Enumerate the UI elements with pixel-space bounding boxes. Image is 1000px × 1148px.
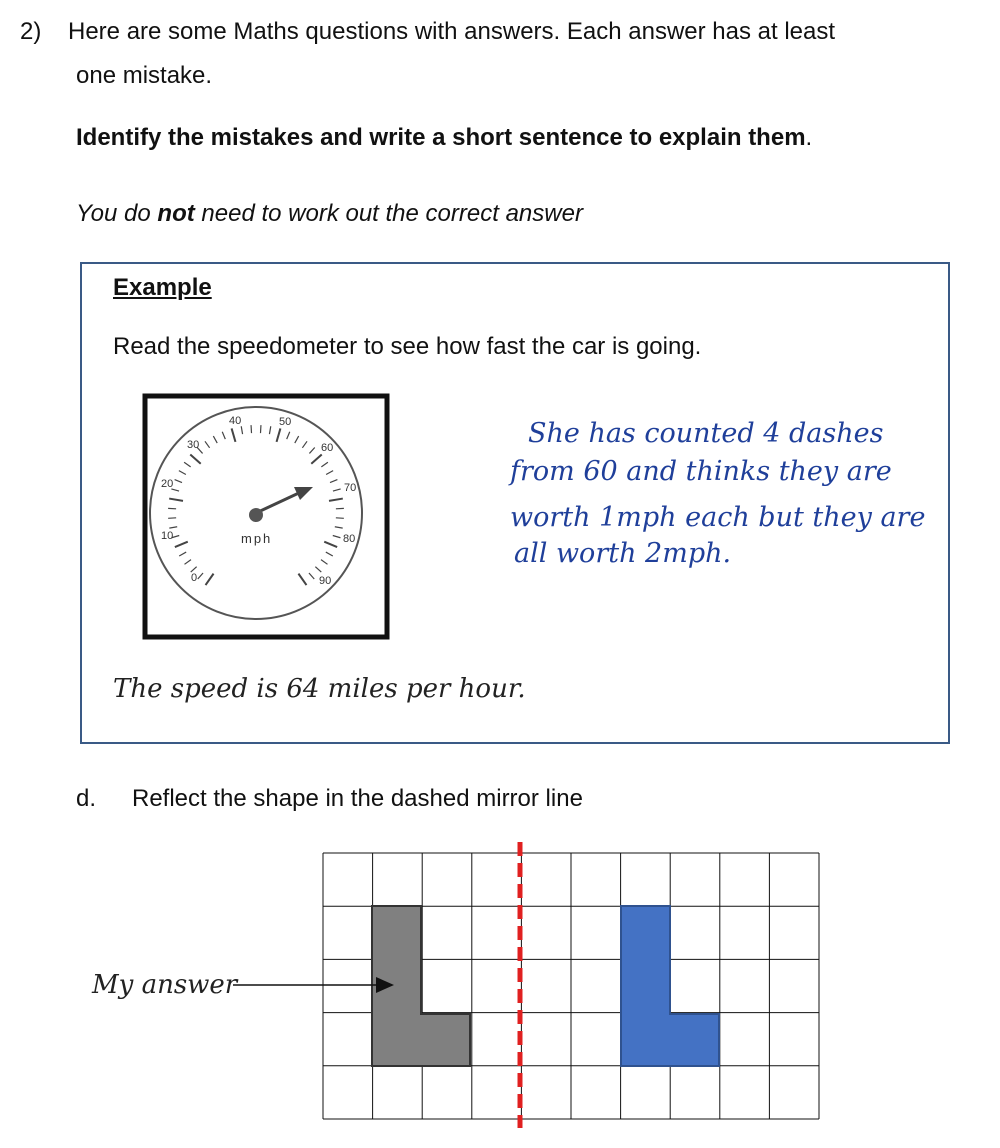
question-intro-line-1: Here are some Maths questions with answers. Each answer has at least (68, 18, 836, 45)
tick-label-0: 0 (191, 572, 198, 584)
handwritten-line-1: She has counted 4 dashes (528, 418, 884, 449)
instruction-dot: . (805, 124, 813, 151)
tick-label-10: 10 (161, 530, 174, 542)
handwritten-line-3: worth 1mph each but they are (510, 502, 926, 533)
italic-pre: You do (76, 200, 158, 227)
student-answer: The speed is 64 miles per hour. (113, 674, 526, 704)
question-number: 2) (20, 18, 42, 45)
handwritten-line-2: from 60 and thinks they are (510, 456, 892, 487)
tick-label-80: 80 (343, 533, 356, 545)
example-prompt: Read the speedometer to see how fast the car is going. (113, 333, 702, 360)
tick-label-20: 20 (161, 478, 174, 490)
tick-label-40: 40 (229, 415, 242, 427)
tick-label-60: 60 (321, 442, 334, 454)
tick-label-70: 70 (344, 482, 357, 494)
speedometer-unit: mph (241, 531, 273, 546)
example-title: Example (113, 274, 212, 301)
italic-post: need to work out the correct answer (194, 200, 583, 227)
tick-label-50: 50 (279, 416, 292, 428)
italic-bold: not (157, 200, 195, 227)
question-intro-line-2: one mistake. (76, 62, 213, 89)
original-l-shape (621, 906, 719, 1066)
handwritten-line-4: all worth 2mph. (514, 538, 732, 569)
instruction-bold: Identify the mistakes and write a short sentence to explain them (76, 124, 806, 151)
tick-label-90: 90 (319, 575, 332, 587)
tick-label-30: 30 (187, 439, 200, 451)
part-d-text: Reflect the shape in the dashed mirror line (132, 785, 583, 812)
my-answer-label: My answer (92, 970, 238, 1000)
part-d-label: d. (76, 785, 97, 812)
